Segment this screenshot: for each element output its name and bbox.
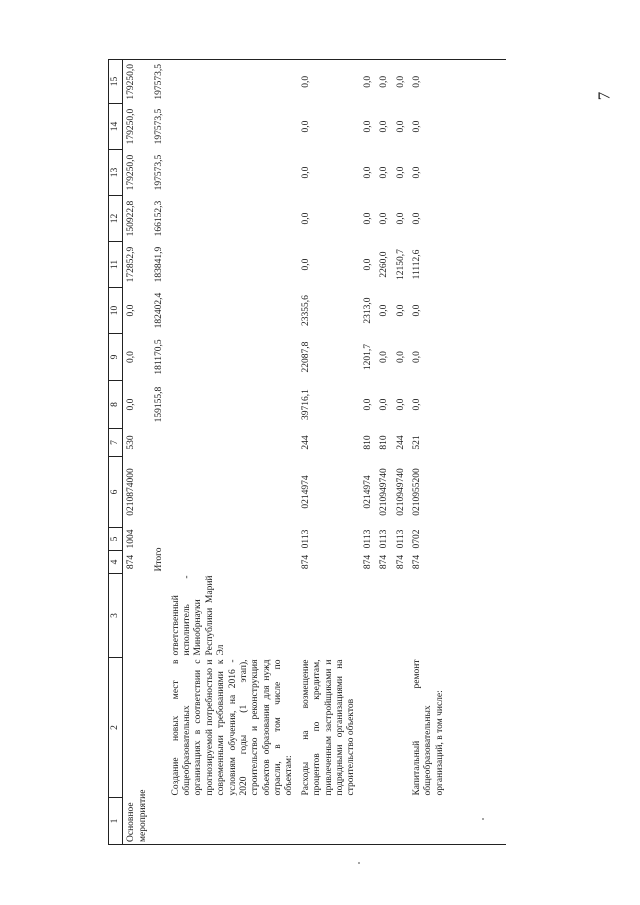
table-cell: ответственный исполнитель - Минобрнауки Республики Марий Эл — [170, 575, 227, 656]
table-cell: 0,0 — [362, 212, 373, 225]
table-cell: 0113 — [300, 529, 311, 549]
header-cell: 12 — [109, 196, 123, 242]
table-cell: 244 — [300, 435, 311, 450]
table-cell — [123, 658, 151, 798]
table-cell: 0,0 — [300, 212, 311, 225]
table-cell: 179250,0 — [126, 108, 137, 145]
table-cell: 874 — [411, 554, 422, 570]
table-cell: 874 — [126, 554, 137, 570]
table-cell: 0,0 — [362, 166, 373, 179]
table-cell: 1004 — [126, 529, 137, 549]
table-cell — [168, 104, 298, 150]
table-cell — [393, 658, 409, 798]
table-cell: 244 — [395, 435, 406, 450]
table-cell — [298, 574, 360, 658]
page-number: 7 — [594, 91, 614, 101]
table-cell: 197573,5 — [154, 108, 165, 145]
table-cell: 197573,5 — [154, 154, 165, 191]
header-row — [109, 60, 123, 845]
table-cell — [298, 798, 360, 845]
table-cell — [393, 574, 409, 658]
table-cell: 810 — [362, 435, 373, 450]
table-cell: 2260,0 — [379, 251, 390, 278]
table-cell — [168, 288, 298, 334]
header-cell: 11 — [109, 242, 123, 288]
table-cell: 183841,9 — [154, 246, 165, 283]
table-cell — [376, 658, 392, 798]
table-cell: 874 — [362, 554, 373, 570]
table-cell: 0,0 — [411, 351, 422, 363]
table-cell: 1201,7 — [362, 343, 373, 371]
table-cell: 159155,8 — [154, 386, 165, 423]
header-cell: 14 — [109, 104, 123, 150]
table-cell: 0,0 — [395, 304, 406, 317]
table-row — [298, 60, 360, 845]
table-cell: 0,0 — [300, 166, 311, 179]
table-cell — [168, 381, 298, 429]
table-cell — [151, 574, 167, 658]
table-cell: 0210949740 — [379, 468, 390, 516]
table-cell: 0702 — [411, 529, 422, 549]
table-cell: 0,0 — [395, 212, 406, 225]
table-cell — [151, 429, 167, 457]
table-row — [168, 60, 298, 845]
table-row — [376, 60, 392, 845]
table-cell: Основное мероприятие — [123, 798, 151, 845]
header-cell: 4 — [109, 551, 123, 574]
table-cell — [151, 798, 167, 845]
header-cell: 5 — [109, 528, 123, 551]
table-cell: 0214974 — [300, 475, 311, 509]
table-cell: 0,0 — [376, 60, 392, 104]
table-cell — [168, 457, 298, 528]
table-cell — [393, 798, 409, 845]
table-cell: 0,0 — [360, 60, 376, 104]
header-cell: 15 — [109, 60, 123, 104]
header-cell: 9 — [109, 334, 123, 381]
scan-speck — [358, 862, 360, 864]
table-cell: 0,0 — [362, 120, 373, 133]
table-cell: 0,0 — [395, 351, 406, 363]
table-cell: 182402,4 — [154, 292, 165, 329]
table-cell — [168, 429, 298, 457]
table-cell: 181170,5 — [154, 339, 165, 375]
table-cell: 530 — [126, 435, 137, 450]
table-cell: 521 — [411, 435, 422, 450]
table-cell: 0,0 — [395, 398, 406, 411]
table-cell: 11112,6 — [411, 249, 422, 280]
table-cell: 0113 — [395, 529, 406, 549]
table-cell: 0,0 — [411, 304, 422, 317]
header-cell: 6 — [109, 457, 123, 528]
table-cell: 0,0 — [362, 258, 373, 271]
table-cell — [168, 528, 298, 551]
table-cell — [376, 798, 392, 845]
table-cell: 0,0 — [411, 166, 422, 179]
table-cell — [376, 574, 392, 658]
table-cell: 12150,7 — [395, 249, 406, 280]
table-cell — [151, 457, 167, 528]
table-cell: 0,0 — [411, 398, 422, 411]
table-cell: 0,0 — [126, 351, 137, 363]
table-cell: 22087,8 — [300, 341, 311, 373]
table-cell: Расходы на возмещение процентов по кредитам, привлеченным застройщиками и подрядными организациями на строительство объектов — [300, 659, 357, 796]
header-cell: 13 — [109, 150, 123, 196]
table-cell: 0,0 — [379, 166, 390, 179]
table-cell: 39716,1 — [300, 389, 311, 420]
table-cell: 197573,5 — [151, 60, 167, 104]
table-cell: 0113 — [379, 529, 390, 549]
table-cell: 874 — [395, 554, 406, 570]
table-cell — [168, 60, 298, 104]
table-cell: 0,0 — [411, 212, 422, 225]
header-cell: 2 — [109, 658, 123, 798]
table-cell: 0,0 — [395, 120, 406, 133]
table-cell: 166152,3 — [154, 200, 165, 237]
table-cell: 0,0 — [395, 166, 406, 179]
table-cell: Капитальный ремонт общеобразовательных организаций, в том числе: — [411, 659, 445, 796]
budget-table — [108, 59, 506, 845]
table-cell: 0113 — [362, 529, 373, 549]
table-cell: 150922,8 — [126, 200, 137, 237]
table-cell: 0,0 — [379, 304, 390, 317]
header-cell: 8 — [109, 381, 123, 429]
table-row — [123, 60, 151, 845]
table-cell — [409, 574, 506, 658]
table-cell: 0,0 — [126, 304, 137, 317]
table-cell: 874 — [379, 554, 390, 570]
table-cell — [151, 658, 167, 798]
table-row — [409, 60, 506, 845]
table-cell: 0,0 — [362, 398, 373, 411]
table-row — [151, 60, 167, 845]
table-cell: 0210955200 — [411, 468, 422, 516]
table-cell: 0,0 — [300, 258, 311, 271]
header-cell: 10 — [109, 288, 123, 334]
table-cell: 0210949740 — [395, 468, 406, 516]
table-cell — [360, 574, 376, 658]
table-cell: 0,0 — [379, 120, 390, 133]
table-cell — [168, 334, 298, 381]
table-cell: 0,0 — [379, 212, 390, 225]
table-cell — [168, 551, 298, 574]
table-cell: 2313,0 — [362, 297, 373, 324]
table-cell: 0,0 — [126, 398, 137, 411]
table-cell: Итого — [154, 547, 165, 572]
table-cell — [409, 798, 506, 845]
table-cell — [360, 798, 376, 845]
table-cell: 0,0 — [379, 398, 390, 411]
table-cell — [168, 196, 298, 242]
header-cell: 7 — [109, 429, 123, 457]
table-cell: 810 — [379, 435, 390, 450]
table-cell: Создание новых мест в общеобразовательных организациях в соответствии с прогнозируемой потребностью и современными требованиями к условиям обучения, на 2016 - 2020 годы (1 этап), строительство и реконструкция объектов образования для нужд отрасли, в том числе по объектам: — [170, 659, 295, 796]
table-cell — [168, 242, 298, 288]
table-cell: 179250,0 — [126, 154, 137, 191]
table-cell: 0,0 — [300, 120, 311, 133]
table-cell — [168, 798, 298, 845]
table-cell: 179250,0 — [123, 60, 151, 104]
table-cell — [360, 658, 376, 798]
table-cell — [123, 574, 151, 658]
table-cell: 0,0 — [379, 351, 390, 363]
table-cell: 874 — [300, 554, 311, 570]
table-cell — [168, 150, 298, 196]
table-cell: 23355,6 — [300, 295, 311, 326]
table-cell: 0214974 — [362, 475, 373, 509]
table-cell: 0,0 — [411, 120, 422, 133]
table-cell: 0,0 — [393, 60, 409, 104]
table-cell: 172852,9 — [126, 246, 137, 283]
table-cell: 0210874000 — [126, 468, 137, 516]
header-cell: 3 — [109, 574, 123, 658]
header-cell: 1 — [109, 798, 123, 845]
table-row — [360, 60, 376, 845]
table-cell: 0,0 — [409, 60, 506, 104]
table-row — [393, 60, 409, 845]
rotated-page — [108, 60, 638, 845]
table-cell: 0,0 — [298, 60, 360, 104]
